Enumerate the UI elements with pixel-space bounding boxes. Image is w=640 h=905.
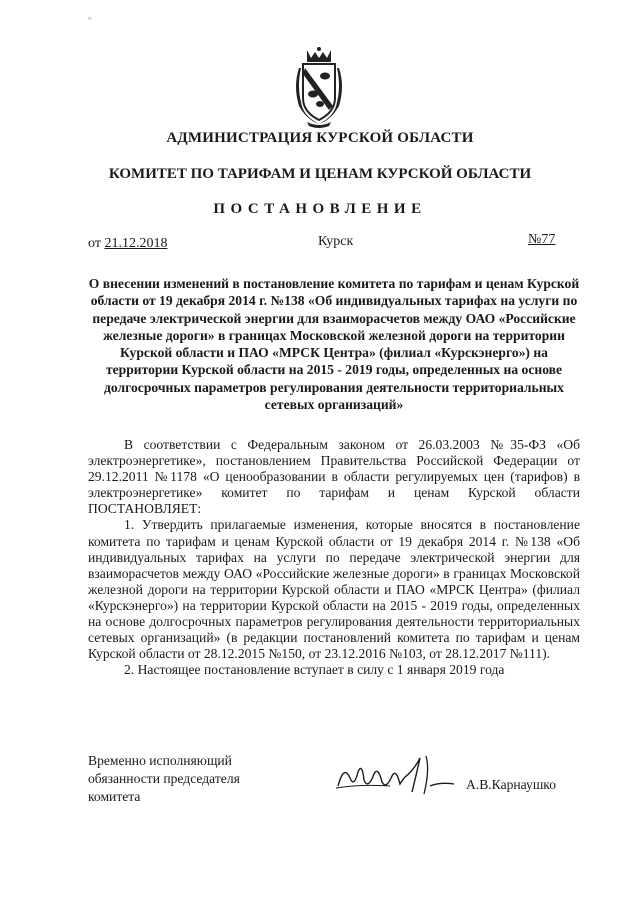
position-line-1: Временно исполняющий (88, 753, 232, 768)
document-number: №77 (528, 232, 556, 247)
document-city: Курск (318, 234, 354, 249)
item-2-paragraph: 2. Настоящее постановление вступает в силу с 1 января 2019 года (124, 662, 505, 678)
date-prefix: от (88, 236, 105, 251)
position-line-3: комитета (88, 789, 141, 804)
signatory-name: А.В.Карнаушко (466, 777, 556, 792)
committee-heading: КОМИТЕТ ПО ТАРИФАМ И ЦЕНАМ КУРСКОЙ ОБЛАСТИ (108, 166, 532, 182)
corner-mark: " (88, 16, 92, 25)
position-line-2: обязанности председателя (88, 771, 240, 786)
document-type-heading: ПОСТАНОВЛЕНИЕ (213, 201, 427, 217)
item-1-paragraph: 1. Утвердить прилагаемые изменения, которые вносятся в постановление комитета по тарифам и ценам Курской области от 19 декабря 2014 г. №138 «Об индивидуальных тарифах на услуги по передаче электрической энергии для взаиморасчетов между ОАО «Российские железные дороги» в границах Московской железной дороги на территории Курской области и ПАО «МРСК Центра» (филиал «Курскэнерго») на территории Курской области на 2015 - 2019 годы, определенных на основе долгосрочных параметров регулирования деятельности территориальных сетевых организаций» (в редакции постановлений комитета по тарифам и ценам Курской области от 28.12.2015 №150, от 23.12.2016 №103, от 28.12.2017 №111). (88, 517, 580, 662)
handwritten-signature (330, 748, 460, 800)
coat-of-arms-emblem (289, 46, 349, 128)
administration-heading: АДМИНИСТРАЦИЯ КУРСКОЙ ОБЛАСТИ (166, 130, 474, 146)
signatory-position (88, 752, 240, 806)
date-value: 21.12.2018 (104, 236, 168, 251)
document-subject: О внесении изменений в постановление комитета по тарифам и ценам Курской области от 19 декабря 2014 г. №138 «Об индивидуальных тарифах на услуги по передаче электрической энергии для взаиморасчетов между ОАО «Российские железные дороги» в границах Московской железной дороги на территории Курской области и ПАО «МРСК Центра» (филиал «Курскэнерго») на территории Курской области на 2015 - 2019 годы, определенных на основе долгосрочных параметров регулирования деятельности территориальных сетевых организаций» (88, 276, 580, 413)
document-body (88, 437, 580, 678)
document-date (88, 236, 167, 252)
intro-paragraph: В соответствии с Федеральным законом от 26.03.2003 №35-ФЗ «Об электроэнергетике», постановлением Правительства Российской Федерации от 29.12.2011 №1178 «О ценообразовании в области регулируемых цен (тарифов) в электроэнергетике» комитет по тарифам и ценам Курской области ПОСТАНОВЛЯЕТ: (88, 437, 580, 517)
